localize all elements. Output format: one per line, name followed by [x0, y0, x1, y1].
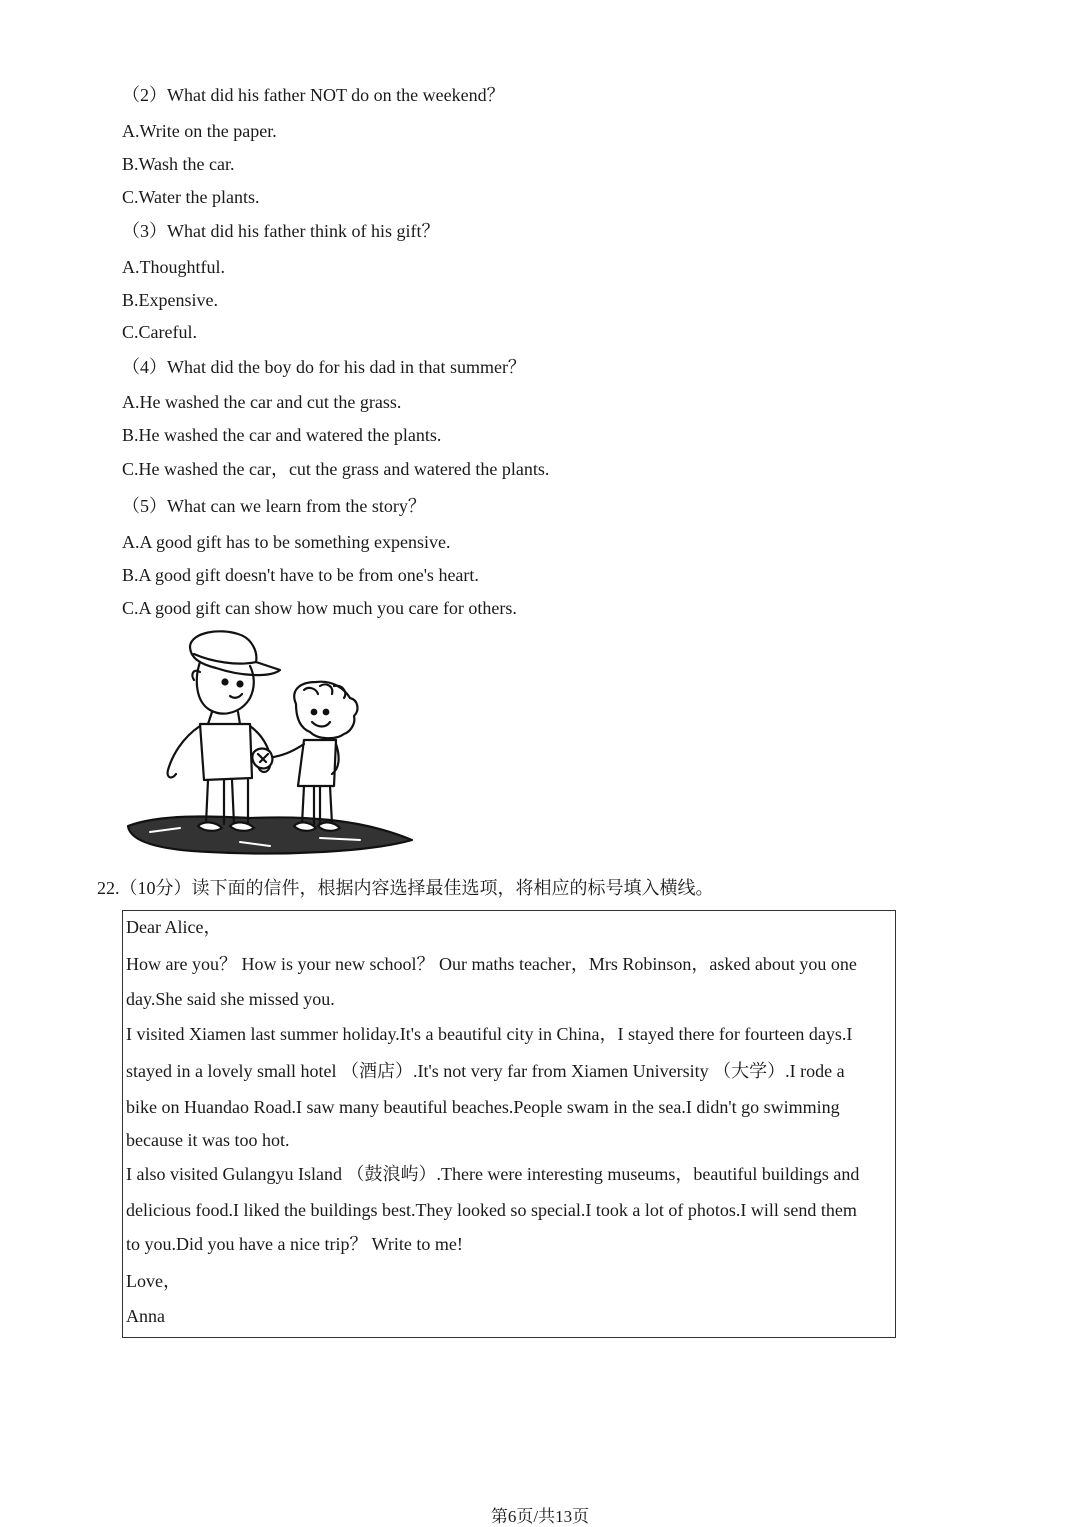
- question-3-stem: （3）What did his father think of his gift？: [122, 221, 440, 241]
- question-2-option-a: A.Write on the paper.: [122, 121, 277, 141]
- question-4-stem: （4）What did the boy do for his dad in that summer？: [122, 357, 526, 377]
- letter-signature: Anna: [126, 1306, 165, 1326]
- letter-line: delicious food.I liked the buildings best.They looked so special.I took a lot of photos.I will send them: [126, 1200, 857, 1220]
- letter-line: to you.Did you have a nice trip？ Write to me!: [126, 1234, 463, 1254]
- letter-greeting: Dear Alice，: [126, 917, 222, 937]
- question-5-stem: （5）What can we learn from the story？: [122, 496, 426, 516]
- question-4-option-b: B.He washed the car and watered the plants.: [122, 425, 442, 445]
- question-2-option-b: B.Wash the car.: [122, 154, 235, 174]
- question-3-option-c: C.Careful.: [122, 322, 197, 342]
- letter-line: because it was too hot.: [126, 1130, 290, 1150]
- letter-line: How are you？ How is your new school？ Our maths teacher，Mrs Robinson，asked about you one: [126, 954, 857, 974]
- letter-line: I also visited Gulangyu Island （鼓浪屿）.There were interesting museums，beautiful buildings and: [126, 1164, 860, 1184]
- question-4-option-c: C.He washed the car，cut the grass and watered the plants.: [122, 459, 550, 479]
- question-2-option-c: C.Water the plants.: [122, 187, 260, 207]
- question-3-option-a: A.Thoughtful.: [122, 257, 225, 277]
- question-5-option-c: C.A good gift can show how much you care for others.: [122, 598, 517, 618]
- letter-box: [122, 910, 896, 1338]
- question-5-option-b: B.A good gift doesn't have to be from one's heart.: [122, 565, 479, 585]
- letter-closing: Love，: [126, 1271, 181, 1291]
- letter-line: bike on Huandao Road.I saw many beautiful beaches.People swam in the sea.I didn't go swimming: [126, 1097, 840, 1117]
- question-3-option-b: B.Expensive.: [122, 290, 218, 310]
- father-son-gift-illustration: [120, 628, 420, 862]
- question-5-option-a: A.A good gift has to be something expensive.: [122, 532, 451, 552]
- question-22-title: 22.（10分）读下面的信件，根据内容选择最佳选项，将相应的标号填入横线。: [97, 878, 714, 898]
- letter-line: stayed in a lovely small hotel （酒店）.It's not very far from Xiamen University （大学）.I rode a: [126, 1061, 845, 1081]
- question-2-stem: （2）What did his father NOT do on the weekend？: [122, 85, 505, 105]
- letter-line: I visited Xiamen last summer holiday.It's a beautiful city in China，I stayed there for fourteen days.I: [126, 1024, 853, 1044]
- question-4-option-a: A.He washed the car and cut the grass.: [122, 392, 402, 412]
- page-number: 第6页/共13页: [490, 1507, 590, 1526]
- letter-line: day.She said she missed you.: [126, 989, 335, 1009]
